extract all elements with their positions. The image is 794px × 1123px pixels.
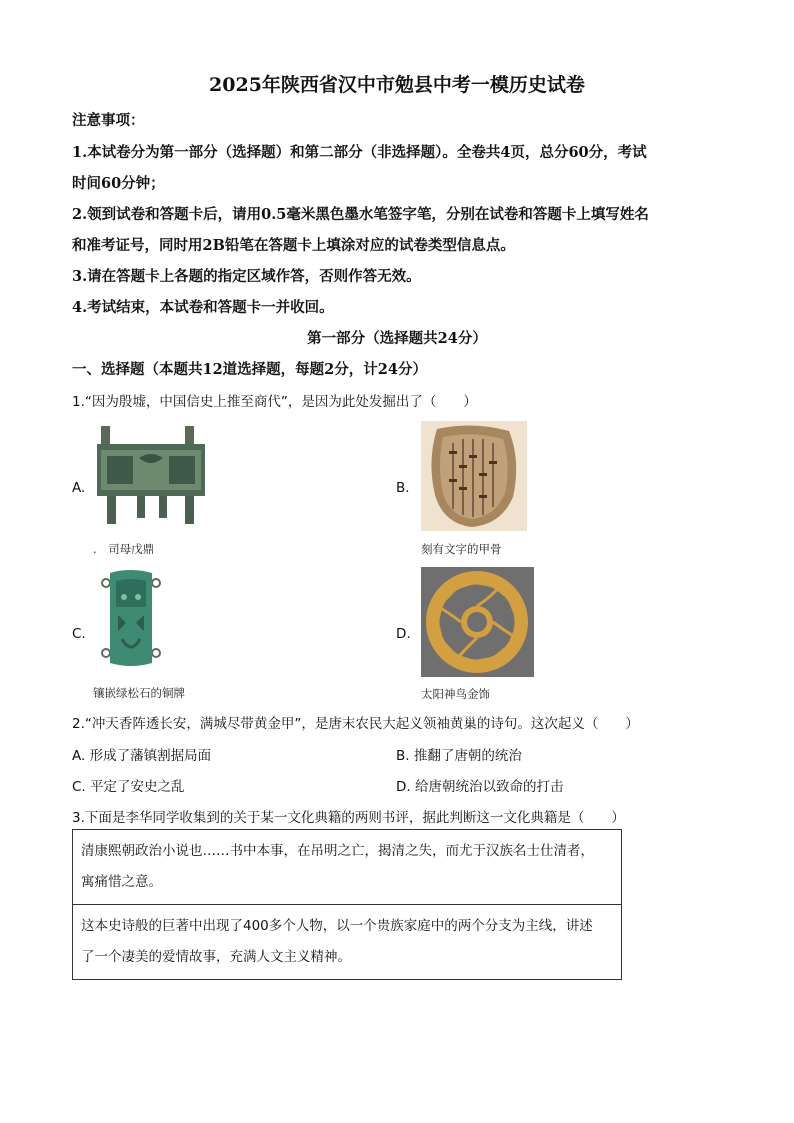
q1-option-b-image	[421, 421, 527, 531]
notice-item-1: 1.本试卷分为第一部分（选择题）和第二部分（非选择题）。全卷共4页，总分60分，考试	[72, 144, 647, 161]
q3-review-1-line1: 清康熙朝政治小说也……书中本事，在吊明之亡，揭清之失，而尤于汉族名士仕清者，	[81, 843, 594, 859]
notice-item-2-cont: 和准考证号，同时用2B铅笔在答题卡上填涂对应的试卷类型信息点。	[72, 237, 515, 254]
q1-option-b-caption: 刻有文字的甲骨	[421, 542, 502, 556]
q1-option-c-label: C.	[72, 626, 86, 642]
q2-option-a: A. 形成了藩镇割据局面	[72, 748, 212, 764]
q3-reviews-table	[72, 829, 622, 980]
question-3-stem: 3.下面是李华同学收集到的关于某一文化典籍的两则书评，据此判断这一文化典籍是（ ）	[72, 810, 625, 826]
notice-item-4: 4.考试结束，本试卷和答题卡一并收回。	[72, 299, 334, 316]
q1-option-a-label: A.	[72, 480, 86, 496]
notice-item-3: 3.请在答题卡上各题的指定区域作答，否则作答无效。	[72, 268, 421, 285]
q1-option-d-caption: 太阳神鸟金饰	[421, 687, 490, 701]
notice-item-1-cont: 时间60分钟；	[72, 175, 165, 192]
notice-heading: 注意事项：	[72, 112, 145, 129]
q3-review-1	[73, 830, 621, 904]
q1-option-b-label: B.	[396, 480, 410, 496]
q3-review-1-line2: 寓痛惜之意。	[81, 874, 162, 890]
notice-item-2: 2.领到试卷和答题卡后，请用0.5毫米黑色墨水笔签字笔，分别在试卷和答题卡上填写姓名	[72, 206, 649, 223]
q2-option-c: C. 平定了安史之乱	[72, 779, 185, 795]
q1-option-a-image	[93, 422, 209, 528]
question-1-stem: 1.“因为殷墟，中国信史上推至商代”，是因为此处发掘出了（ ）	[72, 394, 477, 410]
q1-option-a-caption: . 司母戊鼎	[93, 542, 155, 556]
q1-option-d-label: D.	[396, 626, 411, 642]
q1-option-c-image	[100, 567, 162, 671]
q3-review-2-line1: 这本史诗般的巨著中出现了400多个人物，以一个贵族家庭中的两个分支为主线，讲述	[81, 918, 593, 934]
q1-option-d-image	[421, 567, 534, 677]
q3-review-2	[73, 904, 621, 979]
page-title: 2025年陕西省汉中市勉县中考一模历史试卷	[209, 74, 585, 96]
question-2-stem: 2.“冲天香阵透长安，满城尽带黄金甲”，是唐末农民大起义领袖黄巢的诗句。这次起义（ ）	[72, 716, 639, 732]
section-heading: 一、选择题（本题共12道选择题，每题2分，计24分）	[72, 361, 427, 378]
q3-review-2-line2: 了一个凄美的爱情故事，充满人文主义精神。	[81, 949, 351, 965]
q1-option-c-caption: 镶嵌绿松石的铜牌	[93, 686, 185, 700]
part-heading: 第一部分（选择题共24分）	[307, 330, 487, 347]
q2-option-d: D. 给唐朝统治以致命的打击	[396, 779, 564, 795]
q2-option-b: B. 推翻了唐朝的统治	[396, 748, 522, 764]
